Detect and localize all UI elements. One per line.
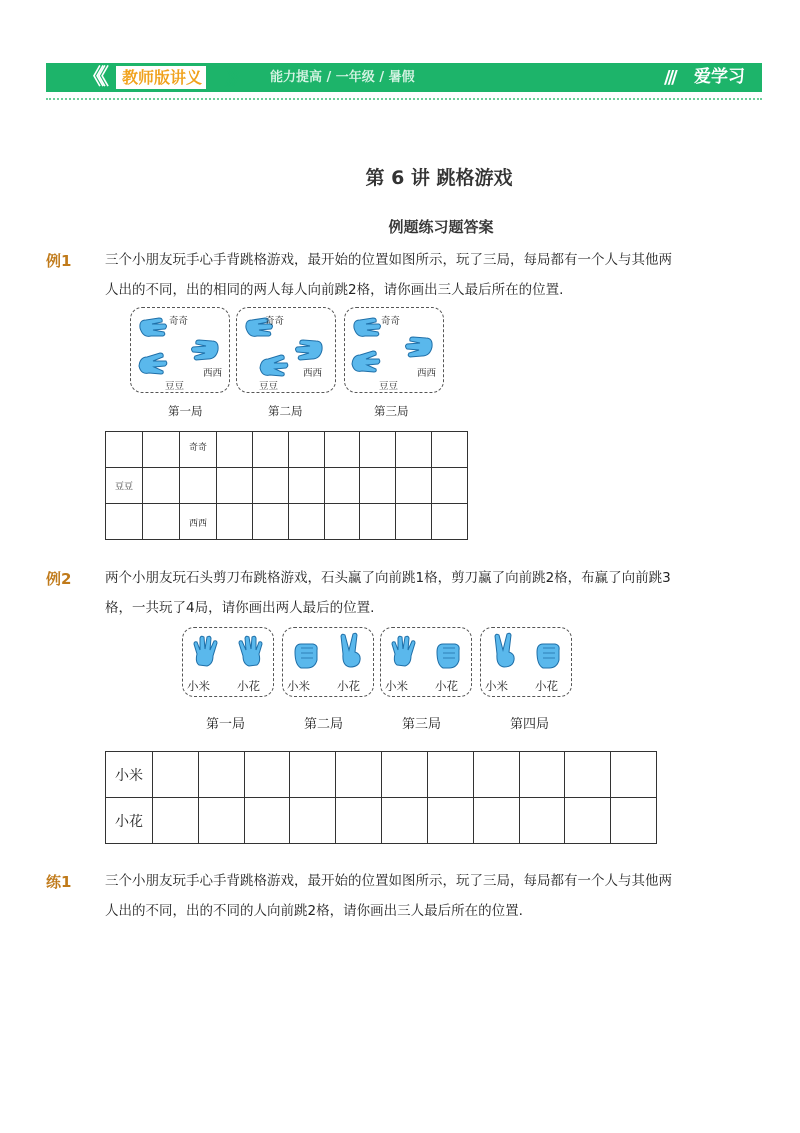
example-1-text-line1: 三个小朋友玩手心手背跳格游戏，最开始的位置如图所示，玩了三局，每局都有一个人与其他两 [105,252,672,268]
grid-cell [427,752,473,798]
lecture-title: 第 6 讲 跳格游戏 [365,167,513,189]
name-qiqi: 奇奇 [381,316,401,327]
player-name-xiaomi: 小米 [385,679,408,693]
practice-1-text [105,866,723,926]
header-divider [46,98,762,100]
grid-cell [324,432,360,468]
grid-cell [396,432,432,468]
grid-cell [324,504,360,540]
name-xixi: 西西 [203,368,223,379]
example-2-figure [182,627,574,737]
player-name-xiaohua: 小花 [237,679,260,693]
grid-cell [324,468,360,504]
name-xixi: 西西 [303,368,323,379]
grid-cell [382,752,428,798]
grid-cell-doudou: 豆豆 [106,468,143,504]
paper-hand-icon [235,634,265,672]
grid-cell [290,752,336,798]
practice-1-text-line2: 人出的不同，出的不同的人向前跳2格，请你画出三人最后所在的位置. [105,903,523,919]
rock-hand-icon [433,638,463,672]
name-doudou: 豆豆 [259,381,279,392]
round-panel [380,627,472,697]
round-caption: 第三局 [374,404,409,418]
player-name-xiaohua: 小花 [337,679,360,693]
grid-cell [473,798,519,844]
name-doudou: 豆豆 [379,381,399,392]
grid-cell [432,468,468,504]
name-doudou: 豆豆 [165,381,185,392]
grid-cell [198,798,244,844]
grid-cell [432,432,468,468]
example-1-text-line2: 人出的不同，出的相同的两人每人向前跳2格，请你画出三人最后所在的位置. [105,282,564,298]
round-panel [282,627,374,697]
name-xixi: 西西 [417,368,437,379]
practice-1-text-line1: 三个小朋友玩手心手背跳格游戏，最开始的位置如图所示，玩了三局，每局都有一个人与其他两 [105,873,672,889]
round-panel [130,307,230,393]
grid-cell [143,432,180,468]
player-name-xiaomi: 小米 [287,679,310,693]
hand-palm-icon [403,332,435,362]
grid-cell [288,468,324,504]
round-caption: 第二局 [304,717,344,732]
grid-row-label-xiaohua: 小花 [106,798,153,844]
section-title: 例题练习题答案 [388,218,494,236]
grid-cell [106,504,143,540]
round-caption: 第四局 [510,717,550,732]
grid-row-label-xiaomi: 小米 [106,752,153,798]
grid-cell [473,752,519,798]
header-title: 教师版讲义 [122,68,203,87]
brand-mark-icon: /// [664,67,675,88]
brand-logo-text: 爱学习 [694,67,745,87]
paper-hand-icon [389,634,419,672]
double-chevron-left-icon: 《《 [82,65,104,90]
round-caption: 第一局 [206,717,246,732]
grid-cell [288,504,324,540]
scissors-hand-icon [335,632,365,672]
grid-cell [290,798,336,844]
grid-cell [288,432,324,468]
example-2-text [105,563,723,623]
grid-cell [565,752,611,798]
grid-cell [336,752,382,798]
round-caption: 第二局 [268,404,303,418]
grid-cell [396,504,432,540]
grid-cell-xixi: 西西 [180,504,217,540]
example-2-text-line2: 格，一共玩了4局，请你画出两人最后的位置. [105,600,375,616]
rock-hand-icon [533,638,563,672]
brand-logo [664,65,754,90]
grid-cell [180,468,217,504]
grid-cell [432,504,468,540]
grid-cell [360,468,396,504]
grid-cell-qiqi: 奇奇 [180,432,217,468]
round-panel [344,307,444,393]
player-name-xiaohua: 小花 [535,679,558,693]
player-name-xiaohua: 小花 [435,679,458,693]
example-2-grid [105,751,657,844]
round-panel [182,627,274,697]
grid-cell [519,798,565,844]
grid-cell [336,798,382,844]
round-panel [480,627,572,697]
header-bar [46,63,762,92]
grid-cell [252,504,288,540]
round-caption: 第一局 [168,404,203,418]
grid-cell [382,798,428,844]
grid-cell [565,798,611,844]
grid-cell [244,798,290,844]
grid-cell [106,432,143,468]
hand-back-icon [351,314,385,344]
header-subtitle: 能力提高 / 一年级 / 暑假 [270,70,415,85]
grid-cell [360,432,396,468]
grid-cell [217,468,253,504]
example-2-label: 例2 [46,570,72,588]
double-chevron-right-icon: 》》 [224,65,246,90]
player-name-xiaomi: 小米 [187,679,210,693]
hand-palm-icon [137,314,171,344]
grid-cell [611,798,657,844]
hand-back-icon [349,348,383,378]
grid-cell [252,468,288,504]
name-qiqi: 奇奇 [265,316,285,327]
rock-hand-icon [291,638,321,672]
grid-cell [360,504,396,540]
example-2-text-line1: 两个小朋友玩石头剪刀布跳格游戏，石头赢了向前跳1格，剪刀赢了向前跳2格，布赢了向前跳3 [105,570,671,586]
grid-cell [519,752,565,798]
round-caption: 第三局 [402,717,442,732]
paper-hand-icon [191,634,221,672]
example-1-text [105,245,723,305]
round-panel [236,307,336,393]
player-name-xiaomi: 小米 [485,679,508,693]
grid-cell [217,504,253,540]
example-1-figure [130,307,444,417]
grid-cell [252,432,288,468]
grid-cell [198,752,244,798]
name-qiqi: 奇奇 [169,316,189,327]
grid-cell [244,752,290,798]
hand-palm-icon [136,350,170,380]
scissors-hand-icon [489,632,519,672]
hand-palm-icon [293,335,325,365]
example-1-grid [105,431,468,540]
grid-cell [143,468,180,504]
grid-cell [396,468,432,504]
grid-cell [143,504,180,540]
grid-cell [217,432,253,468]
grid-cell [611,752,657,798]
example-1-label: 例1 [46,252,72,270]
practice-1-label: 练1 [46,873,72,891]
hand-back-icon [189,335,221,365]
grid-cell [427,798,473,844]
grid-cell [153,798,199,844]
grid-cell [153,752,199,798]
